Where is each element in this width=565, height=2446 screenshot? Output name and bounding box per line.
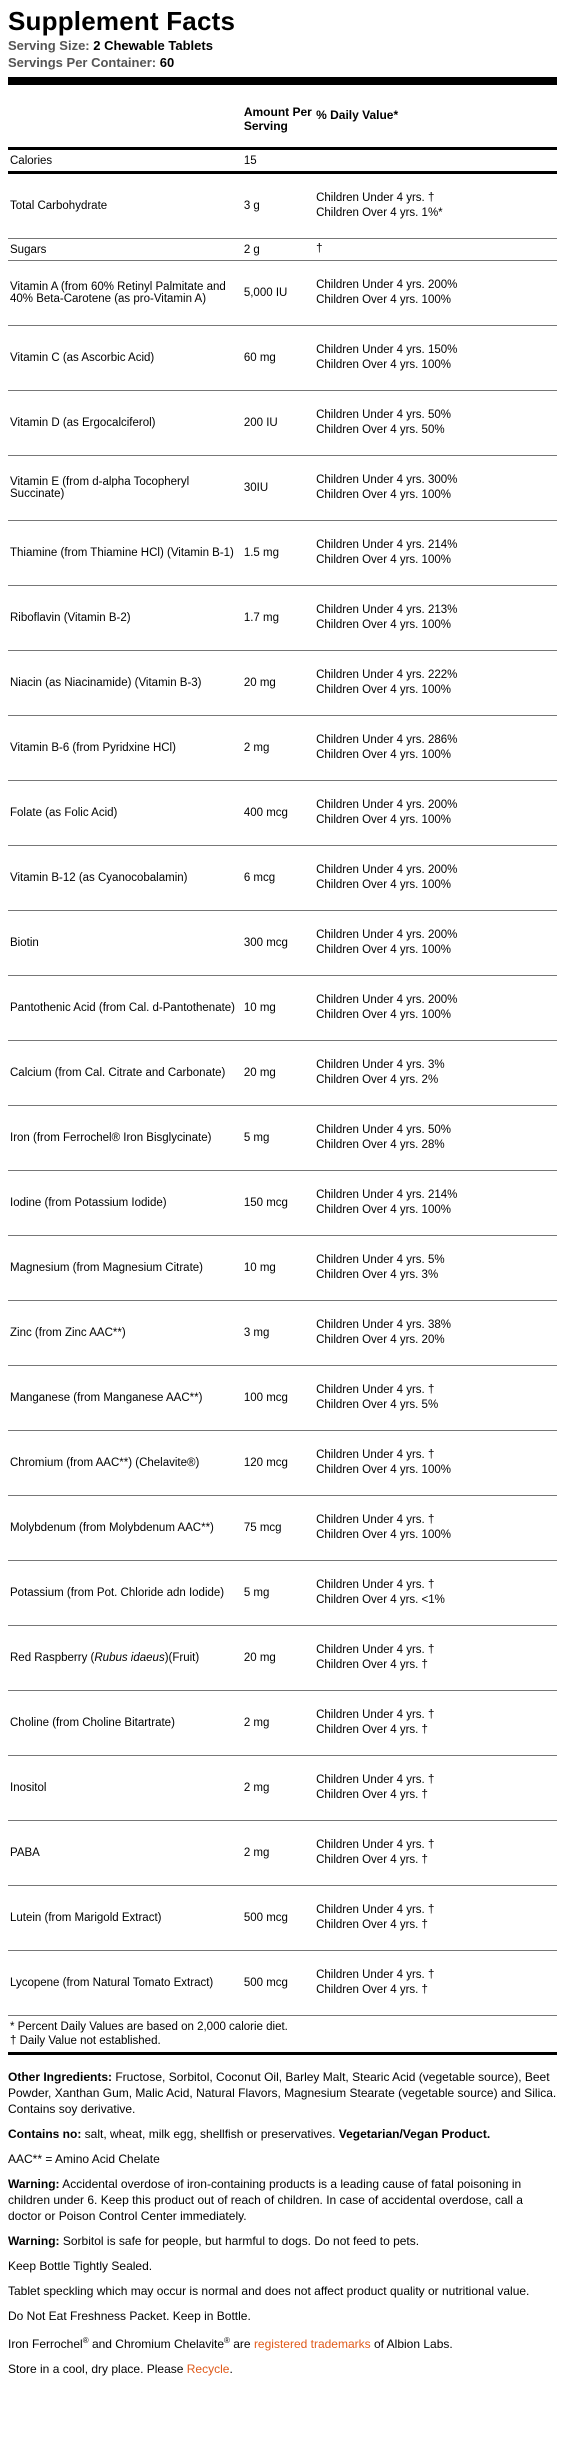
sorbitol-warning xyxy=(8,2233,557,2249)
nutrient-daily-value: Children Under 4 yrs. † Children Over 4 yrs. † xyxy=(316,1821,557,1886)
nutrient-name: Iron (from Ferrochel® Iron Bisglycinate) xyxy=(8,1106,244,1171)
nutrient-name: Thiamine (from Thiamine HCl) (Vitamin B-1) xyxy=(8,521,244,586)
nutrient-row xyxy=(8,173,557,239)
nutrient-name: Manganese (from Manganese AAC**) xyxy=(8,1366,244,1431)
nutrient-row xyxy=(8,586,557,651)
nutrient-daily-value: Children Under 4 yrs. 38% Children Over 4 yrs. 20% xyxy=(316,1301,557,1366)
contains-no-text: salt, wheat, milk egg, shellfish or preservatives. xyxy=(81,2127,339,2141)
nutrient-row xyxy=(8,1041,557,1106)
nutrient-amount: 5 mg xyxy=(244,1561,316,1626)
speckling-note: Tablet speckling which may occur is normal and does not affect product quality or nutritional value. xyxy=(8,2284,530,2298)
nutrient-amount: 5,000 IU xyxy=(244,261,316,326)
nutrient-amount: 100 mcg xyxy=(244,1366,316,1431)
nutrient-row xyxy=(8,1951,557,2016)
nutrient-daily-value: Children Under 4 yrs. 150% Children Over 4 yrs. 100% xyxy=(316,326,557,391)
facts-header-row xyxy=(8,85,557,149)
nutrient-daily-value: Children Under 4 yrs. † Children Over 4 yrs. † xyxy=(316,1626,557,1691)
other-ingredients-text: Fructose, Sorbitol, Coconut Oil, Barley Malt, Stearic Acid (vegetable source), Beet Powder, Xanthan Gum, Malic Acid, Natural Flavors, Magnesium Stearate (vegetable source) and Silica. Contains soy derivative. xyxy=(8,2070,557,2116)
contains-no-label: Contains no: xyxy=(8,2127,82,2141)
nutrient-name: PABA xyxy=(8,1821,244,1886)
nutrient-amount: 1.7 mg xyxy=(244,586,316,651)
storage-note xyxy=(8,2361,557,2377)
servings-per-container-value: 60 xyxy=(159,55,175,70)
sorbitol-warning-text: Sorbitol is safe for people, but harmful to dogs. Do not feed to pets. xyxy=(59,2234,420,2248)
nutrient-row xyxy=(8,1821,557,1886)
vegetarian-vegan-note: Vegetarian/Vegan Product. xyxy=(338,2127,491,2141)
contains-no xyxy=(8,2126,557,2142)
nutrient-amount: 3 mg xyxy=(244,1301,316,1366)
nutrient-daily-value: Children Under 4 yrs. † Children Over 4 yrs. † xyxy=(316,1756,557,1821)
servings-per-container-label: Servings Per Container: xyxy=(8,55,157,70)
nutrient-amount: 20 mg xyxy=(244,1041,316,1106)
facts-table xyxy=(8,85,557,2016)
nutrient-name xyxy=(8,1626,244,1691)
nutrient-row xyxy=(8,1366,557,1431)
nutrient-name-part: Red Raspberry ( xyxy=(10,1652,95,1664)
nutrient-row xyxy=(8,149,557,173)
nutrient-daily-value: Children Under 4 yrs. 300% Children Over 4 yrs. 100% xyxy=(316,456,557,521)
nutrient-daily-value: Children Under 4 yrs. † Children Over 4 yrs. 100% xyxy=(316,1496,557,1561)
tm-chromium: and Chromium Chelavite xyxy=(88,2337,225,2351)
nutrient-name: Iodine (from Potassium Iodide) xyxy=(8,1171,244,1236)
nutrient-daily-value: Children Under 4 yrs. 50% Children Over 4 yrs. 28% xyxy=(316,1106,557,1171)
nutrient-daily-value: Children Under 4 yrs. 214% Children Over 4 yrs. 100% xyxy=(316,1171,557,1236)
nutrient-daily-value: Children Under 4 yrs. 200% Children Over 4 yrs. 100% xyxy=(316,261,557,326)
nutrient-amount: 2 g xyxy=(244,239,316,261)
nutrient-row xyxy=(8,846,557,911)
nutrient-name: Vitamin B-12 (as Cyanocobalamin) xyxy=(8,846,244,911)
nutrient-name: Inositol xyxy=(8,1756,244,1821)
nutrient-daily-value: Children Under 4 yrs. 213% Children Over 4 yrs. 100% xyxy=(316,586,557,651)
storage-end: . xyxy=(229,2362,233,2376)
header-blank xyxy=(8,85,244,149)
nutrient-name: Potassium (from Pot. Chloride adn Iodide) xyxy=(8,1561,244,1626)
nutrient-row xyxy=(8,456,557,521)
nutrient-row xyxy=(8,521,557,586)
nutrient-amount: 75 mcg xyxy=(244,1496,316,1561)
nutrient-daily-value: Children Under 4 yrs. 214% Children Over 4 yrs. 100% xyxy=(316,521,557,586)
recycle-link[interactable]: Recycle xyxy=(186,2362,230,2376)
aac-note: AAC** = Amino Acid Chelate xyxy=(8,2152,160,2166)
nutrient-daily-value: † xyxy=(316,239,557,261)
nutrient-name: Vitamin C (as Ascorbic Acid) xyxy=(8,326,244,391)
page-title: Supplement Facts xyxy=(8,6,236,36)
tm-are: are xyxy=(229,2337,254,2351)
thick-divider xyxy=(8,77,557,85)
nutrient-amount: 30IU xyxy=(244,456,316,521)
nutrient-row xyxy=(8,1171,557,1236)
nutrient-row xyxy=(8,651,557,716)
nutrient-name: Pantothenic Acid (from Cal. d-Pantothenate) xyxy=(8,976,244,1041)
sorbitol-warning-label: Warning: xyxy=(8,2234,60,2248)
nutrient-amount: 20 mg xyxy=(244,651,316,716)
header-daily-value: % Daily Value* xyxy=(316,85,557,149)
nutrient-amount: 1.5 mg xyxy=(244,521,316,586)
nutrient-name: Biotin xyxy=(8,911,244,976)
nutrient-daily-value: Children Under 4 yrs. 200% Children Over 4 yrs. 100% xyxy=(316,781,557,846)
nutrient-amount: 2 mg xyxy=(244,1691,316,1756)
nutrient-row xyxy=(8,1496,557,1561)
reg-mark-1: ® xyxy=(82,2336,89,2345)
iron-warning-label: Warning: xyxy=(8,2177,60,2191)
nutrient-daily-value: Children Under 4 yrs. 50% Children Over 4 yrs. 50% xyxy=(316,391,557,456)
nutrient-name: Folate (as Folic Acid) xyxy=(8,781,244,846)
nutrient-name-latin: Rubus idaeus xyxy=(94,1652,165,1664)
nutrient-row xyxy=(8,1301,557,1366)
serving-size-label: Serving Size: xyxy=(8,38,90,53)
nutrient-row xyxy=(8,239,557,261)
serving-size xyxy=(8,37,557,54)
trademark-note xyxy=(8,2333,557,2352)
nutrient-name: Vitamin E (from d-alpha Tocopheryl Succinate) xyxy=(8,456,244,521)
nutrient-name-part: )(Fruit) xyxy=(164,1652,200,1664)
servings-per-container xyxy=(8,54,557,71)
nutrient-amount: 2 mg xyxy=(244,716,316,781)
nutrient-daily-value: Children Under 4 yrs. 200% Children Over 4 yrs. 100% xyxy=(316,911,557,976)
nutrient-row xyxy=(8,976,557,1041)
nutrient-name: Total Carbohydrate xyxy=(8,173,244,239)
nutrient-row xyxy=(8,781,557,846)
nutrient-daily-value: Children Under 4 yrs. 3% Children Over 4 yrs. 2% xyxy=(316,1041,557,1106)
nutrient-amount: 2 mg xyxy=(244,1821,316,1886)
nutrient-amount: 20 mg xyxy=(244,1626,316,1691)
nutrient-row xyxy=(8,716,557,781)
nutrient-daily-value: Children Under 4 yrs. 200% Children Over 4 yrs. 100% xyxy=(316,976,557,1041)
nutrient-daily-value: Children Under 4 yrs. † Children Over 4 yrs. 5% xyxy=(316,1366,557,1431)
nutrient-name: Riboflavin (Vitamin B-2) xyxy=(8,586,244,651)
tm-iron: Iron Ferrochel xyxy=(8,2337,83,2351)
nutrient-row xyxy=(8,1561,557,1626)
nutrient-daily-value: Children Under 4 yrs. 200% Children Over 4 yrs. 100% xyxy=(316,846,557,911)
nutrient-row xyxy=(8,1691,557,1756)
serving-info xyxy=(8,37,557,71)
registered-trademarks-link[interactable]: registered trademarks xyxy=(253,2337,371,2351)
nutrient-amount: 400 mcg xyxy=(244,781,316,846)
freshness-note: Do Not Eat Freshness Packet. Keep in Bottle. xyxy=(8,2309,251,2323)
nutrient-name: Zinc (from Zinc AAC**) xyxy=(8,1301,244,1366)
nutrient-name: Calories xyxy=(8,149,244,173)
label-details xyxy=(8,2069,557,2377)
nutrient-name: Magnesium (from Magnesium Citrate) xyxy=(8,1236,244,1301)
serving-size-value: 2 Chewable Tablets xyxy=(93,38,213,53)
nutrient-daily-value: Children Under 4 yrs. † Children Over 4 yrs. † xyxy=(316,1691,557,1756)
nutrient-amount: 6 mcg xyxy=(244,846,316,911)
nutrient-name: Vitamin A (from 60% Retinyl Palmitate and 40% Beta-Carotene (as pro-Vitamin A) xyxy=(8,261,244,326)
nutrient-amount: 15 xyxy=(244,149,316,173)
nutrient-row xyxy=(8,1626,557,1691)
nutrient-amount: 120 mcg xyxy=(244,1431,316,1496)
nutrient-row xyxy=(8,391,557,456)
nutrient-amount: 200 IU xyxy=(244,391,316,456)
nutrient-name: Vitamin B-6 (from Pyridxine HCl) xyxy=(8,716,244,781)
nutrient-amount: 2 mg xyxy=(244,1756,316,1821)
nutrient-name: Choline (from Choline Bitartrate) xyxy=(8,1691,244,1756)
nutrient-daily-value: Children Under 4 yrs. † Children Over 4 yrs. † xyxy=(316,1951,557,2016)
nutrient-amount: 60 mg xyxy=(244,326,316,391)
nutrient-row xyxy=(8,1106,557,1171)
iron-warning-text: Accidental overdose of iron-containing products is a leading cause of fatal poisoning in children under 6. Keep this product out of reach of children. In case of accidental overdose, call a doctor or Poison Control Center immediately. xyxy=(8,2177,523,2223)
nutrient-name: Chromium (from AAC**) (Chelavite®) xyxy=(8,1431,244,1496)
footnote-not-established: † Daily Value not established. xyxy=(10,2035,161,2047)
nutrient-daily-value: Children Under 4 yrs. 286% Children Over 4 yrs. 100% xyxy=(316,716,557,781)
nutrient-row xyxy=(8,326,557,391)
nutrient-amount: 150 mcg xyxy=(244,1171,316,1236)
nutrient-row xyxy=(8,911,557,976)
keep-sealed-note: Keep Bottle Tightly Sealed. xyxy=(8,2259,153,2273)
nutrient-daily-value xyxy=(316,149,557,173)
nutrient-amount: 3 g xyxy=(244,173,316,239)
table-footnotes xyxy=(8,2016,557,2055)
nutrient-amount: 10 mg xyxy=(244,1236,316,1301)
nutrient-name: Niacin (as Niacinamide) (Vitamin B-3) xyxy=(8,651,244,716)
header-amount-per-serving: Amount Per Serving xyxy=(244,85,316,149)
other-ingredients-label: Other Ingredients: xyxy=(8,2070,113,2084)
nutrient-row xyxy=(8,1431,557,1496)
nutrient-daily-value: Children Under 4 yrs. † Children Over 4 yrs. 100% xyxy=(316,1431,557,1496)
nutrient-row xyxy=(8,261,557,326)
tm-albion: of Albion Labs. xyxy=(370,2337,453,2351)
nutrient-daily-value: Children Under 4 yrs. † Children Over 4 yrs. † xyxy=(316,1886,557,1951)
iron-warning xyxy=(8,2176,557,2224)
nutrient-amount: 10 mg xyxy=(244,976,316,1041)
reg-mark-2: ® xyxy=(224,2336,230,2345)
nutrient-name: Sugars xyxy=(8,239,244,261)
nutrient-name: Calcium (from Cal. Citrate and Carbonate) xyxy=(8,1041,244,1106)
nutrient-name: Molybdenum (from Molybdenum AAC**) xyxy=(8,1496,244,1561)
nutrient-amount: 300 mcg xyxy=(244,911,316,976)
nutrient-amount: 500 mcg xyxy=(244,1886,316,1951)
nutrient-daily-value: Children Under 4 yrs. 222% Children Over 4 yrs. 100% xyxy=(316,651,557,716)
nutrient-name: Lutein (from Marigold Extract) xyxy=(8,1886,244,1951)
nutrient-name: Lycopene (from Natural Tomato Extract) xyxy=(8,1951,244,2016)
nutrient-amount: 5 mg xyxy=(244,1106,316,1171)
nutrient-row xyxy=(8,1756,557,1821)
nutrient-daily-value: Children Under 4 yrs. † Children Over 4 yrs. <1% xyxy=(316,1561,557,1626)
nutrient-name: Vitamin D (as Ergocalciferol) xyxy=(8,391,244,456)
footnote-daily-values: * Percent Daily Values are based on 2,000 calorie diet. xyxy=(10,2021,288,2033)
nutrient-daily-value: Children Under 4 yrs. 5% Children Over 4 yrs. 3% xyxy=(316,1236,557,1301)
nutrient-row xyxy=(8,1236,557,1301)
nutrient-amount: 500 mcg xyxy=(244,1951,316,2016)
nutrient-row xyxy=(8,1886,557,1951)
other-ingredients xyxy=(8,2069,557,2117)
nutrient-daily-value: Children Under 4 yrs. † Children Over 4 yrs. 1%* xyxy=(316,173,557,239)
storage-text: Store in a cool, dry place. Please xyxy=(8,2362,187,2376)
